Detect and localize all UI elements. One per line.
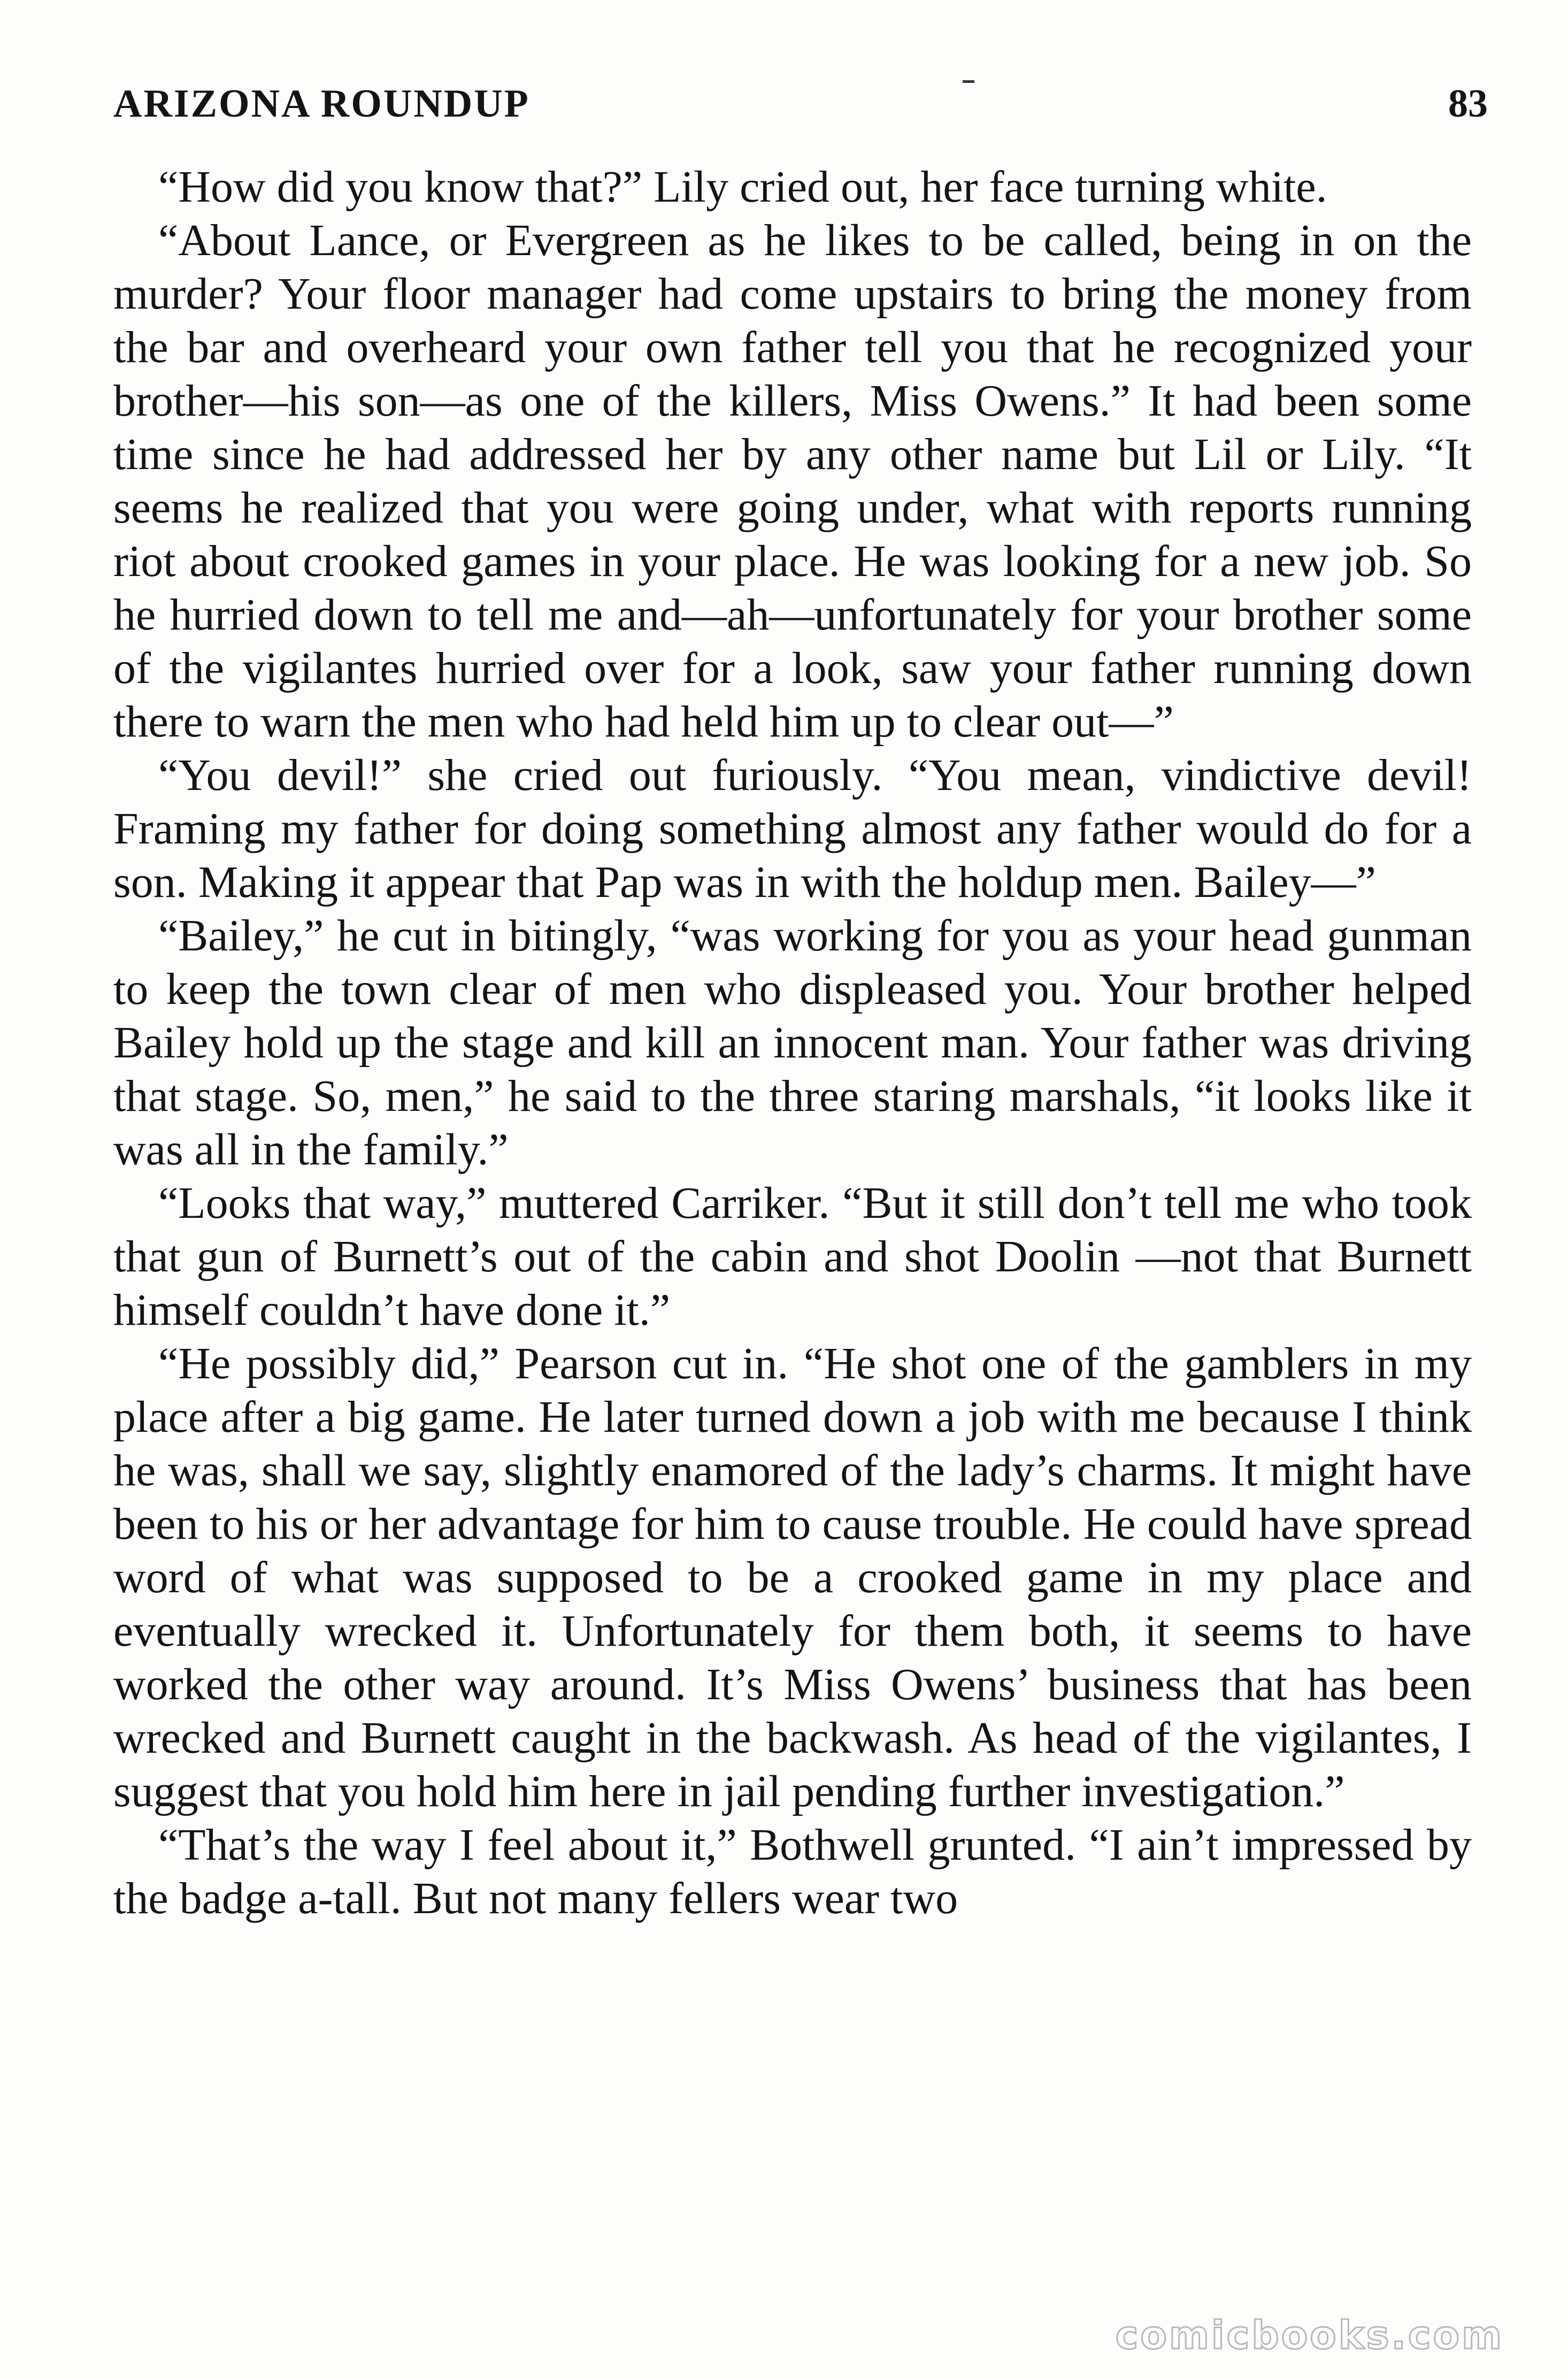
body-text (113, 160, 1472, 1925)
paragraph-2: “About Lance, or Evergreen as he likes to be called, being in on the murder? Your floor manager had come upstairs to bring the money from the bar and overheard your own father tell you that he recognized your brother—his son—as one of the killers, Miss Owens.” It had been some time since he had addressed her by any other name but Lil or Lily. “It seems he realized that you were going under, what with reports running riot about crooked games in your place. He was looking for a new job. So he hurried down to tell me and—ah—unfortunately for your brother some of the vigilantes hurried over for a look, saw your father running down there to warn the men who had held him up to clear out—” (113, 216, 1472, 747)
paragraph-7: “That’s the way I feel about it,” Bothwell grunted. “I ain’t impressed by the badge a-tall. But not many fellers wear two (113, 1820, 1472, 1923)
paragraph-5: “Looks that way,” muttered Carriker. “But it still don’t tell me who took that gun of Burnett’s out of the cabin and shot Doolin —not that Burnett himself couldn’t have done it.” (113, 1178, 1472, 1335)
running-title: ARIZONA ROUNDUP (113, 82, 530, 126)
page-number: 83 (1448, 82, 1488, 126)
paragraph-4: “Bailey,” he cut in bitingly, “was working for you as your head gunman to keep the town clear of men who displeased you. Your brother helped Bailey hold up the stage and kill an innocent man. Your father was driving that stage. So, men,” he said to the three staring marshals, “it looks like it was all in the family.” (113, 911, 1472, 1175)
print-mark (963, 80, 974, 83)
paragraph-1: “How did you know that?” Lily cried out, her face turning white. (158, 162, 1327, 212)
running-head (113, 81, 1488, 133)
watermark-logo: comicbooks.com (1115, 2313, 1504, 2358)
paragraph-3: “You devil!” she cried out furiously. “You mean, vindictive devil! Framing my father for doing something almost any father would do for a son. Making it appear that Pap was in with the holdup men. Bailey—” (113, 750, 1472, 907)
paragraph-6: “He possibly did,” Pearson cut in. “He shot one of the gamblers in my place after a big game. He later turned down a job with me because I think he was, shall we say, slightly enamored of the lady’s charms. It might have been to his or her advantage for him to cause trouble. He could have spread word of what was supposed to be a crooked game in my place and eventually wrecked it. Unfortunately for them both, it seems to have worked the other way around. It’s Miss Owens’ business that has been wrecked and Burnett caught in the backwash. As head of the vigilantes, I suggest that you hold him here in jail pending further investigation.” (113, 1339, 1472, 1816)
